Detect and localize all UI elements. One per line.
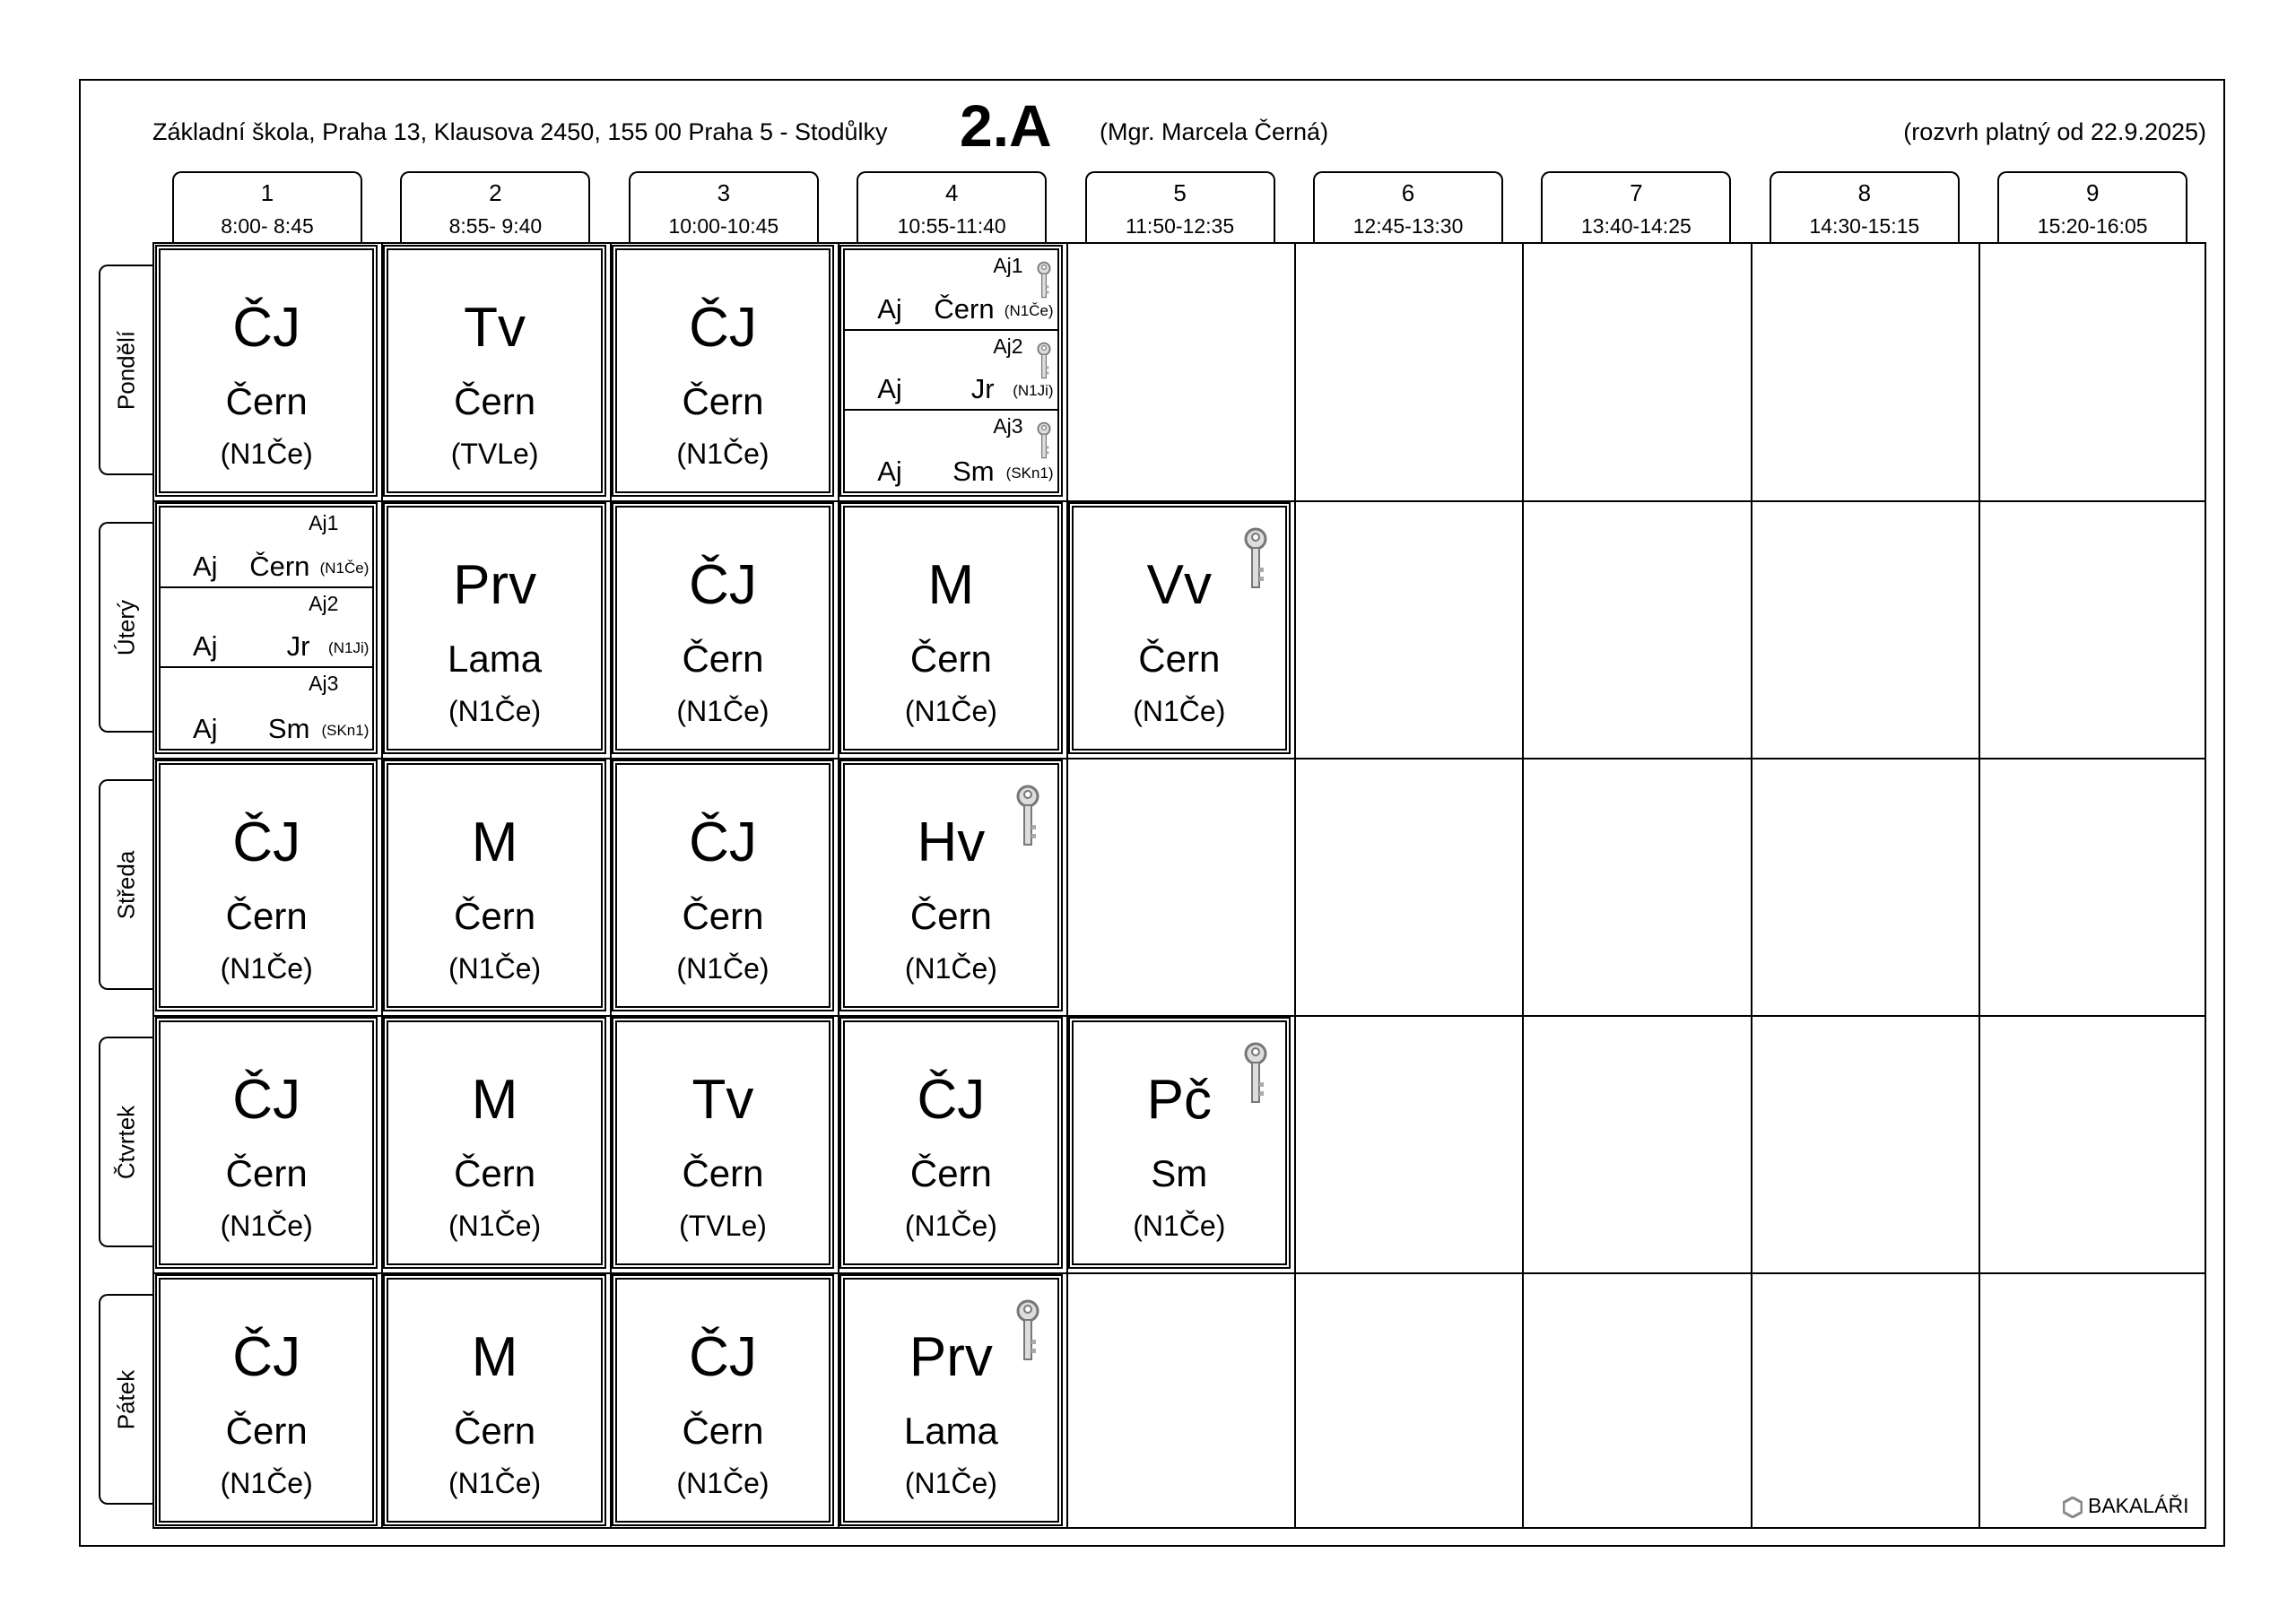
lesson-cell[interactable] <box>615 1020 831 1265</box>
lesson-room: (N1Če) <box>904 952 997 985</box>
day-label-4 <box>99 1037 152 1247</box>
lesson-cell[interactable] <box>159 248 374 493</box>
lesson-cell[interactable] <box>615 1278 831 1523</box>
lesson-subject: Tv <box>691 1069 754 1131</box>
lesson-teacher: Čern <box>225 1410 308 1452</box>
lesson-subject: Tv <box>464 297 526 359</box>
key-icon <box>1014 1299 1041 1364</box>
period-tab-7 <box>1541 171 1731 243</box>
lesson-subject: ČJ <box>232 1069 301 1131</box>
lesson-cell[interactable] <box>1072 506 1287 751</box>
grid-row-line <box>154 1272 2205 1274</box>
lesson-group[interactable] <box>161 588 372 669</box>
lesson-room: (N1Če) <box>1133 1210 1226 1242</box>
lesson-room: (N1Če) <box>448 1210 542 1242</box>
lesson-room: (N1Če) <box>1133 695 1226 727</box>
lesson-room: (N1Če) <box>220 952 313 985</box>
period-tab-9 <box>1997 171 2187 243</box>
lesson-room: (N1Če) <box>448 695 542 727</box>
lesson-subject: ČJ <box>689 812 757 873</box>
grid-column-line <box>1294 244 1296 1527</box>
period-tab-4 <box>857 171 1047 243</box>
day-label-1 <box>99 265 152 475</box>
lesson-teacher: Čern <box>454 1410 536 1452</box>
lesson-cell[interactable] <box>387 1020 602 1265</box>
lesson-subject: Vv <box>1146 554 1212 616</box>
grid-row-line <box>154 1015 2205 1017</box>
lesson-subject: Prv <box>909 1326 993 1388</box>
lesson-room: (N1Če) <box>904 1210 997 1242</box>
group-subject: Aj <box>193 550 218 582</box>
group-teacher: Čern <box>249 550 310 582</box>
lesson-subject: Hv <box>917 812 986 873</box>
lesson-teacher: Lama <box>448 638 543 680</box>
lesson-teacher: Čern <box>454 380 536 422</box>
group-name: Aj2 <box>993 334 1023 358</box>
period-time: 15:20-16:05 <box>2037 214 2148 238</box>
key-icon <box>1014 785 1041 849</box>
group-teacher: Čern <box>934 292 995 325</box>
lesson-cell[interactable] <box>615 506 831 751</box>
validity-date: (rozvrh platný od 22.9.2025) <box>1903 118 2206 145</box>
lesson-subject: ČJ <box>917 1069 986 1131</box>
lesson-cell[interactable] <box>159 1020 374 1265</box>
group-name: Aj3 <box>993 414 1023 438</box>
school-name: Základní škola, Praha 13, Klausova 2450, 155 00 Praha 5 - Stodůlky <box>152 118 888 145</box>
group-teacher: Sm <box>267 712 310 744</box>
bakalari-logo-text: BAKALÁŘI <box>2088 1494 2189 1517</box>
group-subject: Aj <box>877 292 902 325</box>
class-teacher: (Mgr. Marcela Černá) <box>1100 118 1329 145</box>
lesson-teacher: Čern <box>225 380 308 422</box>
lesson-room: (N1Če) <box>448 952 542 985</box>
grid-column-line <box>1979 244 1980 1527</box>
lesson-subject: M <box>471 812 518 873</box>
lesson-room: (N1Če) <box>676 695 770 727</box>
lesson-group[interactable] <box>845 331 1057 412</box>
key-icon <box>1036 421 1052 461</box>
bakalari-logo <box>2063 1494 2189 1518</box>
lesson-subject: ČJ <box>232 1326 301 1388</box>
period-time: 10:55-11:40 <box>897 214 1006 238</box>
lesson-cell[interactable] <box>843 1020 1058 1265</box>
lesson-room: (N1Če) <box>676 438 770 470</box>
period-number: 9 <box>2085 179 2100 206</box>
group-teacher: Jr <box>970 373 995 405</box>
lesson-subject: ČJ <box>689 554 757 616</box>
day-name: Středa <box>112 850 140 919</box>
lesson-cell[interactable] <box>387 1278 602 1523</box>
day-label-3 <box>99 779 152 990</box>
lesson-subject: Prv <box>453 554 537 616</box>
lesson-teacher: Čern <box>682 380 764 422</box>
period-number: 2 <box>489 179 502 206</box>
lesson-cell[interactable] <box>843 1278 1058 1523</box>
lesson-cell[interactable] <box>1072 1020 1287 1265</box>
group-name: Aj1 <box>309 511 339 534</box>
group-subject: Aj <box>193 712 218 744</box>
lesson-room: (N1Če) <box>904 1467 997 1499</box>
lesson-room: (N1Če) <box>676 1467 770 1499</box>
class-name: 2.A <box>960 92 1052 159</box>
period-time: 14:30-15:15 <box>1809 214 1920 238</box>
lesson-cell[interactable] <box>159 1278 374 1523</box>
period-number: 5 <box>1173 179 1187 206</box>
group-room: (SKn1) <box>1005 464 1054 482</box>
grid-column-line <box>1751 244 1752 1527</box>
day-name: Pátek <box>112 1369 140 1429</box>
lesson-room: (N1Če) <box>904 695 997 727</box>
period-number: 3 <box>717 179 731 206</box>
period-time: 13:40-14:25 <box>1581 214 1692 238</box>
group-room: (N1Če) <box>1004 301 1054 319</box>
lesson-room: (N1Če) <box>220 438 313 470</box>
lesson-teacher: Čern <box>682 895 764 937</box>
group-name: Aj1 <box>993 254 1023 277</box>
lesson-subject: ČJ <box>232 297 301 359</box>
lesson-room: (N1Če) <box>676 952 770 985</box>
key-icon <box>1242 1042 1269 1107</box>
lesson-cell[interactable] <box>843 763 1058 1008</box>
lesson-cell[interactable] <box>387 506 602 751</box>
period-tab-3 <box>629 171 819 243</box>
grid-column-line <box>610 244 612 1527</box>
period-time: 10:00-10:45 <box>668 214 779 238</box>
group-room: (N1Če) <box>319 559 370 577</box>
lesson-teacher: Čern <box>682 1410 764 1452</box>
day-name: Úterý <box>112 599 140 655</box>
day-name: Pondělí <box>112 330 140 410</box>
group-teacher: Sm <box>952 455 995 487</box>
period-tab-6 <box>1313 171 1503 243</box>
lesson-group[interactable] <box>845 411 1057 491</box>
lesson-teacher: Čern <box>225 895 308 937</box>
grid-column-line <box>381 244 383 1527</box>
lesson-subject: M <box>927 554 975 616</box>
lesson-group[interactable] <box>845 250 1057 331</box>
lesson-room: (TVLe) <box>679 1210 767 1242</box>
grid-column-line <box>1066 244 1068 1527</box>
group-name: Aj2 <box>309 591 339 615</box>
group-room: (N1Ji) <box>1013 382 1054 400</box>
group-subject: Aj <box>193 630 218 663</box>
lesson-group[interactable] <box>161 508 372 588</box>
period-number: 1 <box>260 179 274 206</box>
period-time: 11:50-12:35 <box>1126 214 1235 238</box>
key-icon <box>1036 261 1052 300</box>
lesson-subject: ČJ <box>689 1326 757 1388</box>
group-name: Aj3 <box>309 672 339 696</box>
period-number: 6 <box>1401 179 1415 206</box>
lesson-cell[interactable] <box>615 248 831 493</box>
period-tab-8 <box>1770 171 1960 243</box>
day-name: Čtvrtek <box>112 1105 140 1179</box>
period-time: 8:55- 9:40 <box>448 214 543 238</box>
grid-column-line <box>838 244 839 1527</box>
day-label-5 <box>99 1294 152 1505</box>
lesson-teacher: Čern <box>909 1152 992 1194</box>
key-icon <box>1242 527 1269 592</box>
lesson-teacher: Čern <box>454 895 536 937</box>
lesson-teacher: Čern <box>682 1152 764 1194</box>
group-room: (N1Ji) <box>328 639 370 657</box>
lesson-teacher: Čern <box>682 638 764 680</box>
group-subject: Aj <box>877 455 902 487</box>
lesson-cell[interactable] <box>159 506 374 751</box>
grid-row-line <box>154 500 2205 502</box>
lesson-teacher: Čern <box>225 1152 308 1194</box>
lesson-teacher: Čern <box>909 895 992 937</box>
grid-row-line <box>154 758 2205 759</box>
lesson-cell[interactable] <box>615 763 831 1008</box>
lesson-room: (N1Če) <box>220 1467 313 1499</box>
lesson-cell[interactable] <box>159 763 374 1008</box>
period-time: 12:45-13:30 <box>1352 214 1464 238</box>
lesson-room: (N1Če) <box>220 1210 313 1242</box>
group-subject: Aj <box>877 373 902 405</box>
period-number: 4 <box>944 179 959 206</box>
period-number: 7 <box>1630 179 1643 206</box>
group-teacher: Jr <box>286 630 310 663</box>
period-number: 8 <box>1857 179 1872 206</box>
lesson-subject: ČJ <box>689 297 757 359</box>
group-room: (SKn1) <box>321 721 370 739</box>
lesson-cell[interactable] <box>843 248 1058 493</box>
lesson-room: (N1Če) <box>448 1467 542 1499</box>
period-tab-2 <box>400 171 590 243</box>
lesson-teacher: Čern <box>454 1152 536 1194</box>
lesson-subject: ČJ <box>232 812 301 873</box>
lesson-teacher: Lama <box>903 1410 998 1452</box>
lesson-teacher: Čern <box>909 638 992 680</box>
lesson-cell[interactable] <box>387 248 602 493</box>
lesson-room: (TVLe) <box>450 438 539 470</box>
period-tab-1 <box>172 171 362 243</box>
lesson-teacher: Sm <box>1151 1152 1208 1194</box>
day-label-2 <box>99 522 152 733</box>
period-time: 8:00- 8:45 <box>221 214 314 238</box>
bakalari-logo-icon <box>2063 1497 2083 1518</box>
lesson-subject: M <box>471 1326 518 1388</box>
period-tab-5 <box>1085 171 1275 243</box>
lesson-subject: Pč <box>1146 1069 1212 1131</box>
key-icon <box>1036 342 1052 381</box>
lesson-cell[interactable] <box>387 763 602 1008</box>
lesson-teacher: Čern <box>1138 638 1221 680</box>
grid-column-line <box>1522 244 1524 1527</box>
lesson-group[interactable] <box>161 668 372 749</box>
lesson-cell[interactable] <box>843 506 1058 751</box>
lesson-subject: M <box>471 1069 518 1131</box>
